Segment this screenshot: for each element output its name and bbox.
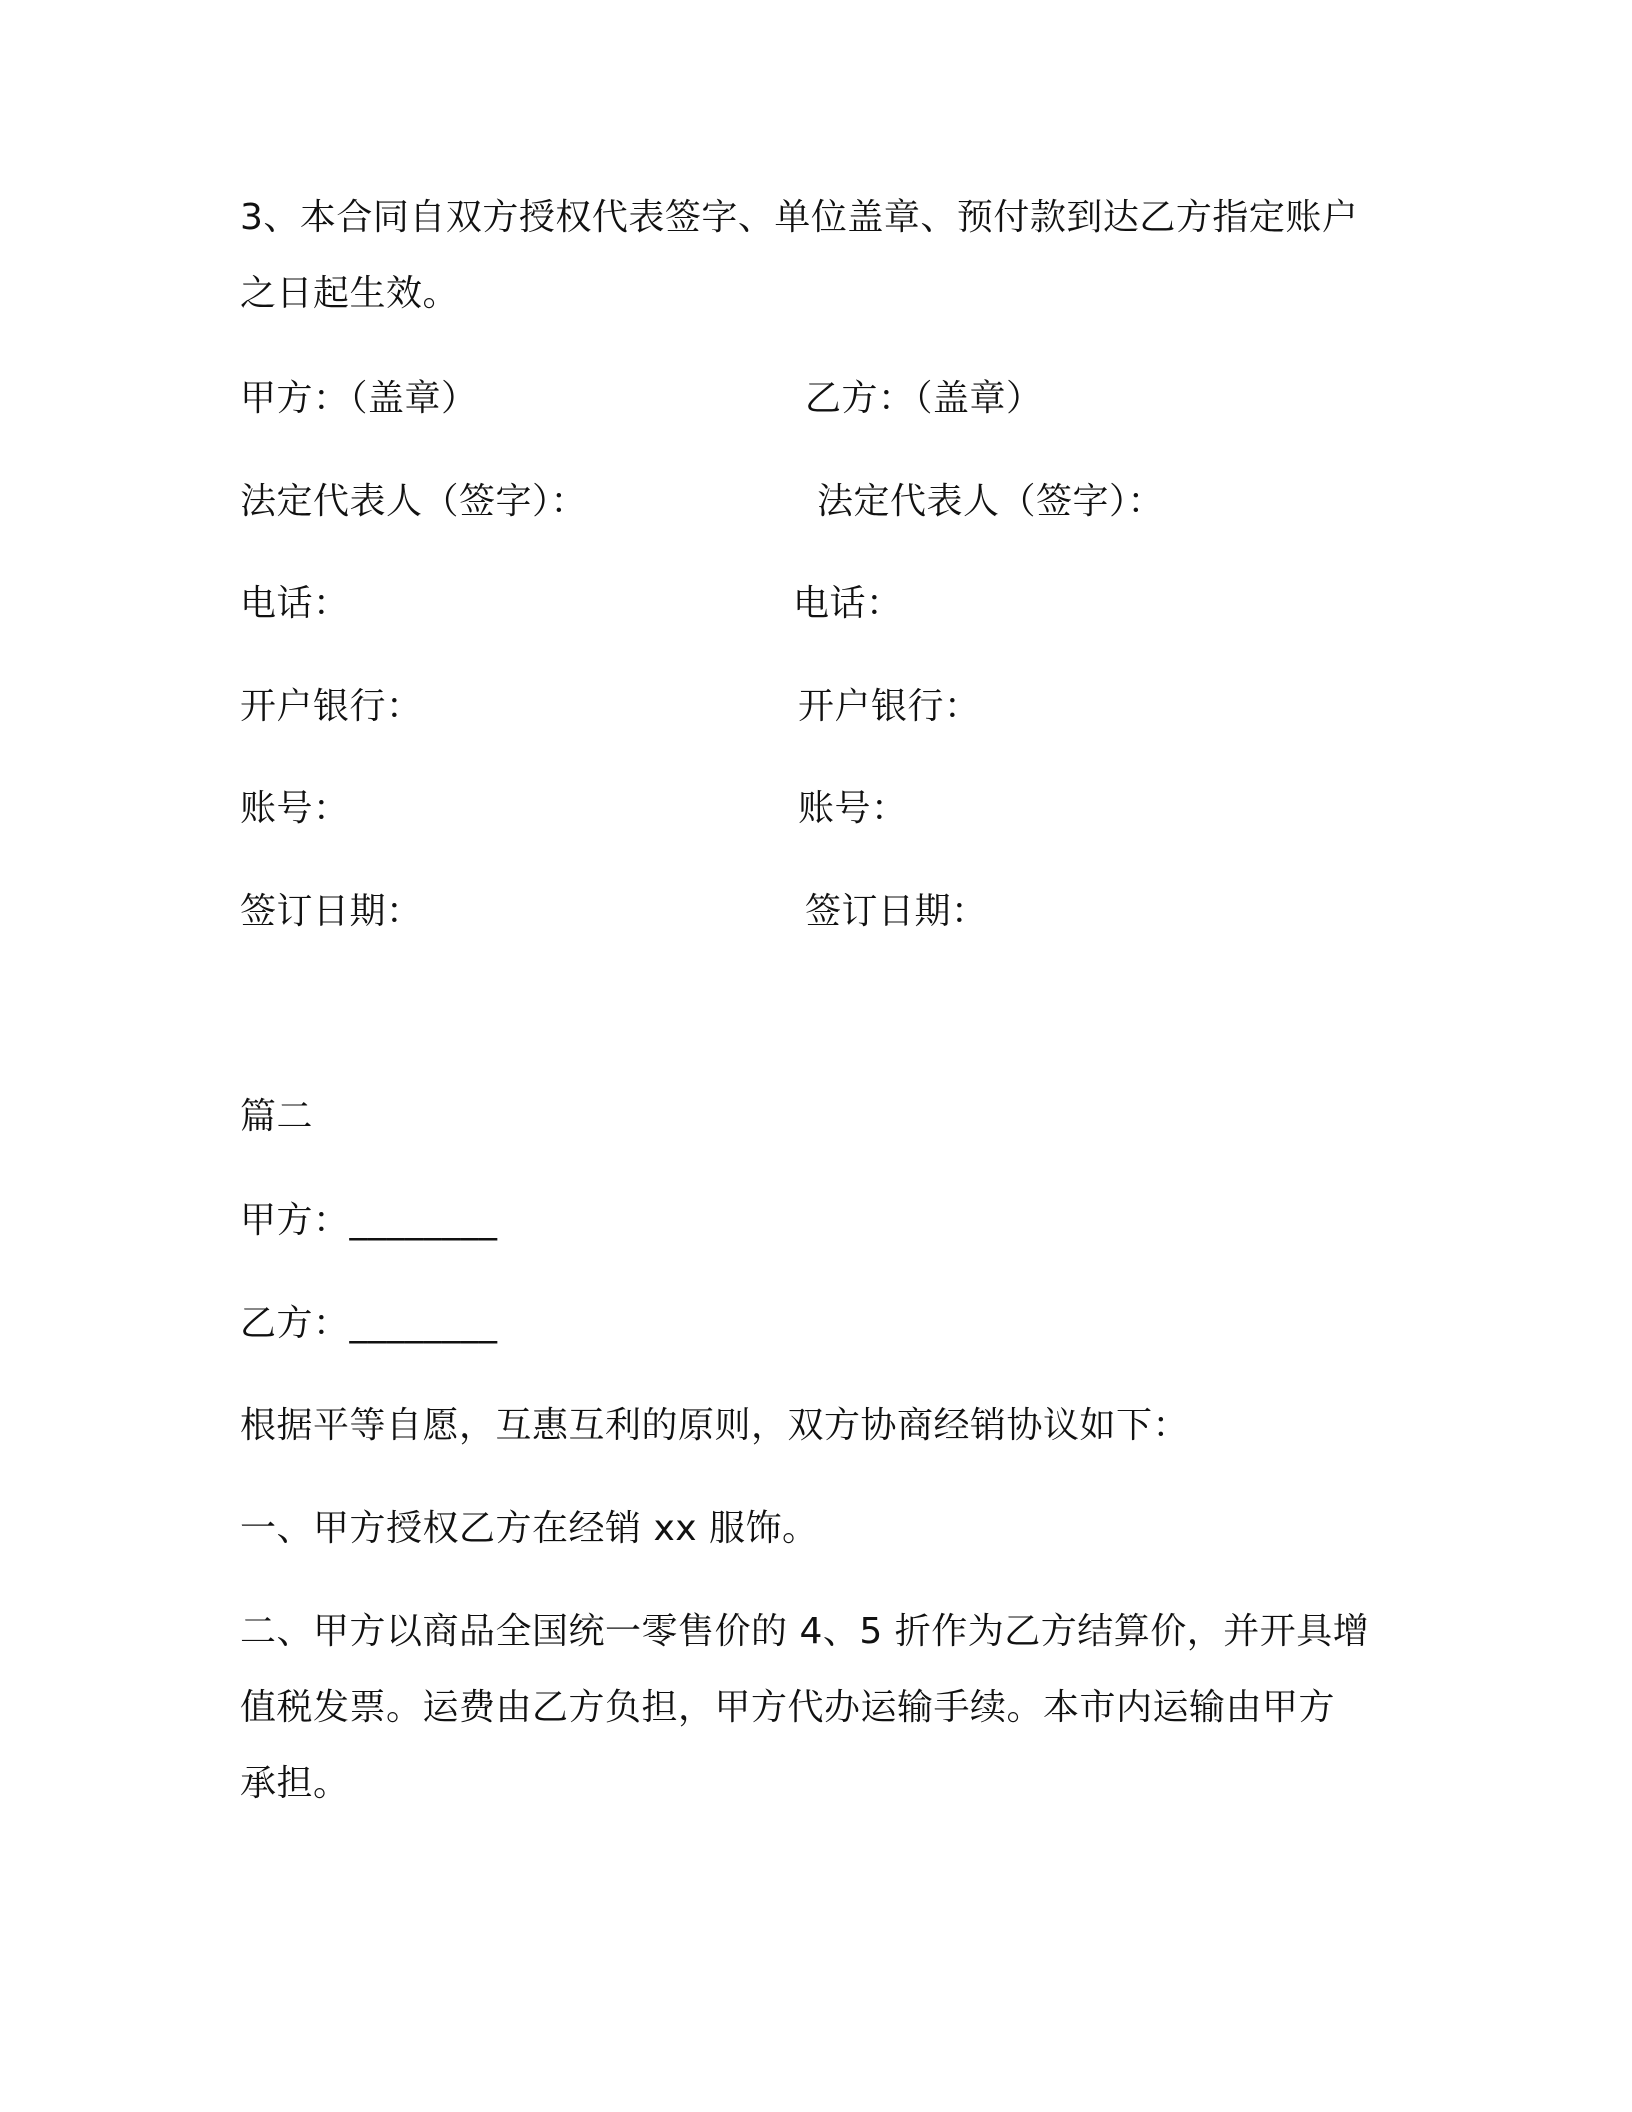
party-b-phone-label: 电话：: [793, 583, 903, 624]
section-2-item-2-line-3: 承担。: [240, 1763, 350, 1804]
party-b-date-label: 签订日期：: [805, 891, 988, 932]
clause-3-line-1: 3、本合同自双方授权代表签字、单位盖章、预付款到达乙方指定账户: [240, 197, 1359, 238]
party-a-phone-label: 电话：: [240, 583, 350, 624]
section-2-item-2-line-2: 值税发票。运费由乙方负担，甲方代办运输手续。本市内运输由甲方: [240, 1687, 1336, 1728]
section-2-item-1: 一、甲方授权乙方在经销 xx 服饰。: [240, 1508, 819, 1549]
section-2-party-b: 乙方：________: [240, 1303, 498, 1344]
clause-3-line-2: 之日起生效。: [240, 273, 460, 314]
party-a-account-label: 账号：: [240, 788, 350, 829]
party-b-bank-label: 开户银行：: [798, 686, 981, 727]
party-a-seal-label: 甲方：（盖章）: [240, 378, 478, 419]
party-b-account-label: 账号：: [798, 788, 908, 829]
section-2-heading: 篇二: [240, 1096, 314, 1137]
party-b-seal-label: 乙方：（盖章）: [805, 378, 1043, 419]
party-a-bank-label: 开户银行：: [240, 686, 423, 727]
party-a-date-label: 签订日期：: [240, 891, 423, 932]
section-2-party-a: 甲方：________: [240, 1200, 498, 1241]
section-2-preamble: 根据平等自愿，互惠互利的原则，双方协商经销协议如下：: [240, 1405, 1190, 1446]
party-b-rep-label: 法定代表人（签字）：: [817, 481, 1165, 522]
section-2-item-2-line-1: 二、甲方以商品全国统一零售价的 4、5 折作为乙方结算价，并开具增: [240, 1611, 1370, 1652]
party-a-rep-label: 法定代表人（签字）：: [240, 481, 588, 522]
